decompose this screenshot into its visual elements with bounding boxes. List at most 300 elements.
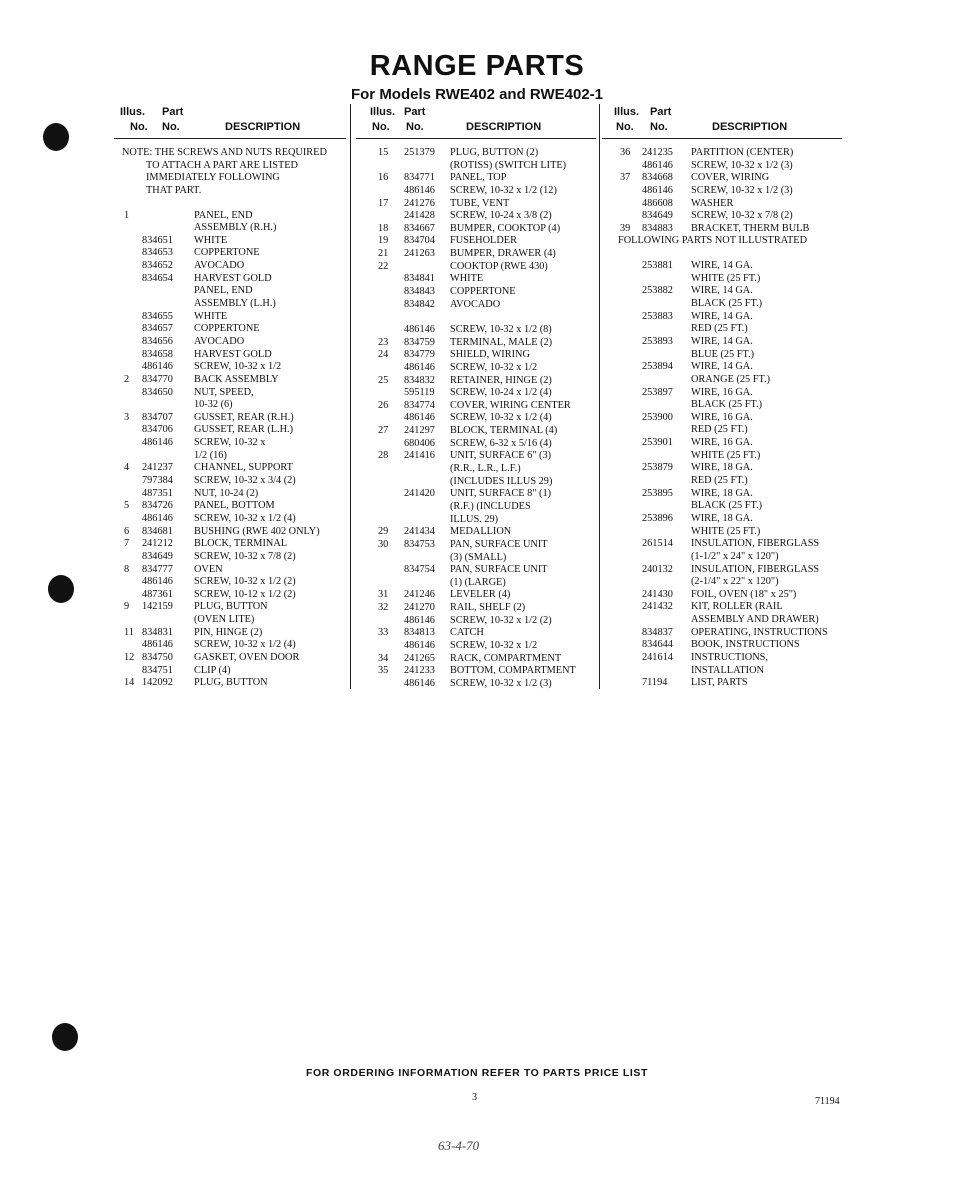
table-row <box>602 627 842 640</box>
part-description: WHITE <box>450 273 484 285</box>
part-description: SCREW, 10-32 x 1/2 (4) <box>450 412 552 424</box>
table-row <box>602 172 842 185</box>
illus-number: 36 <box>620 147 631 158</box>
part-number: 241237 <box>142 462 173 474</box>
part-description: SCREW, 10-24 x 1/2 (4) <box>450 387 552 399</box>
table-row <box>602 185 842 198</box>
table-row <box>602 349 842 362</box>
table-row <box>356 627 596 640</box>
part-description: LEVELER (4) <box>450 589 511 601</box>
part-number: 253883 <box>642 310 673 322</box>
column-header <box>356 104 596 139</box>
part-description: RED (25 FT.) <box>691 323 748 335</box>
illus-number: 27 <box>378 425 389 437</box>
part-description: WHITE (25 FT.) <box>691 272 761 284</box>
table-row <box>114 614 346 627</box>
parts-column-1 <box>114 104 346 690</box>
part-number: 834751 <box>142 664 173 676</box>
part-number: 834837 <box>642 626 673 638</box>
part-description: PANEL, END <box>194 209 253 221</box>
table-row <box>602 147 842 160</box>
table-row <box>356 526 596 539</box>
table-row <box>602 387 842 400</box>
part-number: 486146 <box>404 639 435 651</box>
part-description: CHANNEL, SUPPORT <box>194 462 293 474</box>
part-number: 241297 <box>404 425 435 437</box>
part-description: PAN, SURFACE UNIT <box>450 564 548 576</box>
table-row <box>114 160 346 173</box>
description-header: DESCRIPTION <box>712 121 788 133</box>
part-number: 834668 <box>642 172 673 184</box>
table-row <box>114 424 346 437</box>
part-description: NUT, SPEED, <box>194 386 254 398</box>
part-description: SCREW, 10-32 x 1/2 (4) <box>194 639 296 651</box>
binder-hole <box>48 575 74 603</box>
section-note: FOLLOWING PARTS NOT ILLUSTRATED <box>618 235 808 247</box>
part-description: PARTITION (CENTER) <box>691 147 794 158</box>
table-row <box>114 475 346 488</box>
part-description: PLUG, BUTTON (2) <box>450 147 539 158</box>
part-description: WHITE <box>194 310 228 322</box>
part-description: CATCH <box>450 627 484 639</box>
part-number: 834777 <box>142 563 173 575</box>
illus-number: 30 <box>378 538 389 550</box>
table-row <box>114 513 346 526</box>
illus-number: 23 <box>378 336 389 348</box>
part-description: SCREW, 6-32 x 5/16 (4) <box>450 437 552 449</box>
handwritten-note: 63-4-70 <box>438 1138 480 1153</box>
illus-number: 16 <box>378 172 389 184</box>
illus-number: 29 <box>378 526 389 538</box>
part-number: 834883 <box>642 222 673 234</box>
illus-number: 26 <box>378 399 389 411</box>
table-row <box>356 273 596 286</box>
table-row <box>356 514 596 527</box>
table-row <box>356 299 596 312</box>
illus-number: 1 <box>124 209 130 221</box>
part-description: WIRE, 16 GA. <box>691 386 753 398</box>
part-description: FUSEHOLDER <box>450 235 517 247</box>
part-description: NUT, 10-24 (2) <box>194 487 259 499</box>
part-number: 241420 <box>404 488 435 500</box>
table-row <box>602 323 842 336</box>
table-row <box>356 476 596 489</box>
table-row <box>602 235 842 248</box>
table-row <box>114 551 346 564</box>
table-row <box>114 576 346 589</box>
table-row <box>114 222 346 235</box>
description-header: DESCRIPTION <box>225 121 301 133</box>
column-header <box>602 104 842 139</box>
table-row <box>356 261 596 274</box>
part-description: TERMINAL, MALE (2) <box>450 336 553 348</box>
part-description: SHIELD, WIRING <box>450 349 530 361</box>
part-description: BOTTOM, COMPARTMENT <box>450 665 576 677</box>
part-number: 241434 <box>404 526 435 538</box>
illus-number: 12 <box>124 651 135 663</box>
part-description: BLACK (25 FT.) <box>691 298 763 310</box>
part-description: SCREW, 10-32 x 1/2 (2) <box>450 614 552 626</box>
table-row <box>114 273 346 286</box>
part-description: SCREW, 10-32 x 3/4 (2) <box>194 475 296 487</box>
part-description: ORANGE (25 FT.) <box>691 373 771 385</box>
table-row <box>356 248 596 261</box>
part-number: 241212 <box>142 538 173 550</box>
part-number: 834650 <box>142 386 173 398</box>
part-description: PANEL, TOP <box>450 172 507 184</box>
part-description: (1) (LARGE) <box>450 576 506 588</box>
part-description: BLOCK, TERMINAL <box>194 538 288 550</box>
part-description: WHITE <box>194 234 228 246</box>
table-row <box>114 147 346 160</box>
part-number: 834657 <box>142 323 173 335</box>
illus-number: 24 <box>378 349 389 361</box>
table-row <box>602 160 842 173</box>
part-description: PANEL, END <box>194 285 253 297</box>
part-number: 486146 <box>404 614 435 626</box>
part-number: 261514 <box>642 538 673 550</box>
part-number: 253896 <box>642 512 673 524</box>
part-description: COVER, WIRING CENTER <box>450 399 571 411</box>
table-row <box>602 198 842 211</box>
part-number: 680406 <box>404 437 435 449</box>
table-row <box>356 501 596 514</box>
illus-number: 39 <box>620 222 631 234</box>
illus-number: 4 <box>124 462 130 474</box>
part-number: 253879 <box>642 462 673 474</box>
illus-header: Illus. <box>370 106 396 118</box>
part-description: AVOCADO <box>194 260 245 272</box>
table-row <box>602 437 842 450</box>
part-description: RED (25 FT.) <box>691 424 748 436</box>
illus-number: 6 <box>124 525 130 537</box>
part-number: 595119 <box>404 387 435 399</box>
part-number: 241276 <box>404 197 435 209</box>
table-row <box>602 450 842 463</box>
part-number: 834754 <box>404 564 435 576</box>
part-description: PIN, HINGE (2) <box>194 626 263 638</box>
table-row <box>114 235 346 248</box>
part-description: 1/2 (16) <box>194 449 227 461</box>
part-number: 834704 <box>404 235 435 247</box>
table-row <box>602 374 842 387</box>
table-row <box>114 361 346 374</box>
illus-number: 9 <box>124 601 130 613</box>
table-row <box>114 564 346 577</box>
table-row <box>602 665 842 678</box>
table-row <box>356 463 596 476</box>
part-number: 834667 <box>404 222 435 234</box>
part-number: 253900 <box>642 411 673 423</box>
part-description: SCREW, 10-32 x 7/8 (2) <box>194 550 296 562</box>
illus-number: 3 <box>124 411 130 423</box>
table-row <box>602 500 842 513</box>
part-number: 834843 <box>404 286 435 298</box>
part-description: SCREW, 10-32 x 1/2 (3) <box>450 677 552 689</box>
part-number: 253881 <box>642 260 673 272</box>
binder-hole <box>43 123 69 151</box>
table-row <box>602 589 842 602</box>
part-description: ASSEMBLY (L.H.) <box>194 298 276 310</box>
illus-number: 8 <box>124 563 130 575</box>
part-header: Part <box>162 106 184 118</box>
part-description: GUSSET, REAR (L.H.) <box>194 424 294 436</box>
table-row <box>602 424 842 437</box>
part-description: WIRE, 16 GA. <box>691 437 753 449</box>
part-number: 253882 <box>642 285 673 297</box>
part-number: 486146 <box>404 323 435 335</box>
table-row <box>602 273 842 286</box>
part-description: PLUG, BUTTON <box>194 601 268 613</box>
illus-number: 35 <box>378 665 389 677</box>
table-row <box>602 336 842 349</box>
part-description: SCREW, 10-32 x 7/8 (2) <box>691 210 793 222</box>
part-description: KIT, ROLLER (RAIL <box>691 601 783 613</box>
part-description: BRACKET, THERM BULB <box>691 222 810 234</box>
part-description: HARVEST GOLD <box>194 348 272 360</box>
table-row <box>356 488 596 501</box>
table-row <box>356 324 596 337</box>
part-number: 253893 <box>642 335 673 347</box>
table-row <box>356 539 596 552</box>
part-description: SCREW, 10-32 x 1/2 (12) <box>450 184 557 196</box>
illus-number: 18 <box>378 222 389 234</box>
part-number: 486146 <box>404 412 435 424</box>
part-description: AVOCADO <box>450 298 501 310</box>
no2-header: No. <box>162 121 180 133</box>
table-row <box>356 678 596 691</box>
part-description: (1-1/2" x 24" x 120") <box>691 550 779 562</box>
table-row <box>602 601 842 614</box>
part-description: WIRE, 16 GA. <box>691 411 753 423</box>
part-description: SCREW, 10-32 x 1/2 (4) <box>194 512 296 524</box>
part-description: WASHER <box>691 197 734 209</box>
table-row <box>356 615 596 628</box>
table-row <box>114 500 346 513</box>
part-description: SCREW, 10-32 x 1/2 (8) <box>450 323 552 335</box>
part-number: 834774 <box>404 399 435 411</box>
column-divider <box>350 104 351 689</box>
part-description: WHITE (25 FT.) <box>691 449 761 461</box>
no-header: No. <box>130 121 148 133</box>
part-number: 834771 <box>404 172 435 184</box>
table-row <box>114 399 346 412</box>
table-row <box>602 285 842 298</box>
illus-number: 25 <box>378 374 389 386</box>
part-number: 253894 <box>642 361 673 373</box>
part-description: SCREW, 10-32 x 1/2 <box>194 361 282 373</box>
part-number: 834681 <box>142 525 173 537</box>
table-row <box>114 488 346 501</box>
part-number: 834753 <box>404 538 435 550</box>
part-description: COPPERTONE <box>450 286 516 298</box>
part-description: GASKET, OVEN DOOR <box>194 651 300 663</box>
page-subtitle: For Models RWE402 and RWE402-1 <box>350 86 603 103</box>
table-row <box>356 210 596 223</box>
table-row <box>356 412 596 425</box>
part-number: 240132 <box>642 563 673 575</box>
part-description: WIRE, 14 GA. <box>691 361 753 373</box>
table-row <box>602 576 842 589</box>
part-description: SCREW, 10-32 x 1/2 <box>450 361 538 373</box>
part-description: RETAINER, HINGE (2) <box>450 374 552 386</box>
table-row <box>602 311 842 324</box>
part-description: ASSEMBLY AND DRAWER) <box>691 614 819 626</box>
part-number: 253895 <box>642 487 673 499</box>
illus-header: Illus. <box>614 106 640 118</box>
part-description: WIRE, 18 GA. <box>691 487 753 499</box>
table-row <box>356 198 596 211</box>
table-row <box>114 210 346 223</box>
part-description: BLACK (25 FT.) <box>691 399 763 411</box>
part-number: 797384 <box>142 475 173 487</box>
table-row <box>356 235 596 248</box>
table-row <box>114 652 346 665</box>
part-description: 10-32 (6) <box>194 399 233 411</box>
table-row <box>602 677 842 690</box>
part-description: COPPERTONE <box>194 247 260 259</box>
part-number: 834651 <box>142 234 173 246</box>
part-description: COOKTOP (RWE 430) <box>450 260 548 272</box>
table-row <box>114 437 346 450</box>
part-number: 486608 <box>642 197 673 209</box>
part-number: 486146 <box>642 184 673 196</box>
part-number: 142159 <box>142 601 173 613</box>
part-number: 241430 <box>642 588 673 600</box>
table-row <box>602 538 842 551</box>
part-description: RAIL, SHELF (2) <box>450 602 526 614</box>
part-number: 486146 <box>404 677 435 689</box>
part-number: 71194 <box>642 677 668 689</box>
table-row <box>114 526 346 539</box>
part-number: 487351 <box>142 487 173 499</box>
part-description: (R.R., L.R., L.F.) <box>450 463 521 475</box>
table-row <box>114 665 346 678</box>
table-row <box>114 538 346 551</box>
illus-number: 22 <box>378 260 389 272</box>
part-number: 486146 <box>142 512 173 524</box>
table-row <box>114 172 346 185</box>
no-header: No. <box>372 121 390 133</box>
part-description: RACK, COMPARTMENT <box>450 652 562 664</box>
part-number: 241270 <box>404 602 435 614</box>
part-number: 834656 <box>142 335 173 347</box>
part-number: 253901 <box>642 437 673 449</box>
part-description: UNIT, SURFACE 8" (1) <box>450 488 552 500</box>
table-row <box>114 311 346 324</box>
table-row <box>602 223 842 236</box>
illus-number: 5 <box>124 500 130 512</box>
part-description: BUMPER, DRAWER (4) <box>450 248 556 260</box>
table-row <box>114 677 346 690</box>
part-number: 834653 <box>142 247 173 259</box>
table-row <box>602 462 842 475</box>
table-row <box>602 361 842 374</box>
table-row <box>356 400 596 413</box>
table-row <box>602 513 842 526</box>
parts-column-3 <box>602 104 842 690</box>
part-description: (R.F.) (INCLUDES <box>450 500 531 512</box>
part-description: WIRE, 14 GA. <box>691 335 753 347</box>
part-description: RED (25 FT.) <box>691 475 748 487</box>
part-description: ILLUS. 29) <box>450 513 499 525</box>
part-description: HARVEST GOLD <box>194 272 272 284</box>
table-row <box>356 589 596 602</box>
part-number: 251379 <box>404 147 435 158</box>
part-description: INSULATION, FIBERGLASS <box>691 538 820 550</box>
part-number: 486146 <box>142 639 173 651</box>
part-description: SCREW, 10-32 x <box>194 437 266 449</box>
table-row <box>356 425 596 438</box>
table-row <box>114 462 346 475</box>
table-row <box>356 172 596 185</box>
illus-number: 28 <box>378 450 389 462</box>
table-row <box>356 147 596 160</box>
part-description: WIRE, 14 GA. <box>691 310 753 322</box>
part-number: 834707 <box>142 411 173 423</box>
part-description: MEDALLION <box>450 526 512 538</box>
table-row <box>114 260 346 273</box>
table-row <box>356 349 596 362</box>
part-number: 486146 <box>404 184 435 196</box>
part-number: 834658 <box>142 348 173 360</box>
part-number: 834779 <box>404 349 435 361</box>
illus-number: 34 <box>378 652 389 664</box>
part-number: 142092 <box>142 677 173 689</box>
table-row <box>114 412 346 425</box>
part-description: UNIT, SURFACE 6" (3) <box>450 450 552 462</box>
table-row <box>602 475 842 488</box>
table-row <box>602 652 842 665</box>
illus-number: 15 <box>378 147 389 158</box>
table-row <box>356 640 596 653</box>
table-row <box>114 349 346 362</box>
part-description: TUBE, VENT <box>450 197 510 209</box>
part-description: (3) (SMALL) <box>450 551 507 563</box>
table-row <box>602 210 842 223</box>
table-row <box>356 653 596 666</box>
table-row <box>114 298 346 311</box>
part-description: BACK ASSEMBLY <box>194 373 279 385</box>
table-row <box>114 601 346 614</box>
part-description: FOIL, OVEN (18" x 25") <box>691 588 797 600</box>
table-row <box>602 260 842 273</box>
page-title: RANGE PARTS <box>369 50 585 82</box>
part-description: PAN, SURFACE UNIT <box>450 538 548 550</box>
part-description: SCREW, 10-32 x 1/2 <box>450 639 538 651</box>
note-text: IMMEDIATELY FOLLOWING <box>146 172 280 184</box>
part-number: 834706 <box>142 424 173 436</box>
part-description: ASSEMBLY (R.H.) <box>194 222 277 234</box>
illus-number: 17 <box>378 197 389 209</box>
part-description: CLIP (4) <box>194 664 231 676</box>
part-number: 241263 <box>404 248 435 260</box>
illus-number: 37 <box>620 172 631 184</box>
table-row <box>602 412 842 425</box>
document-number: 71194 <box>815 1096 840 1107</box>
table-row <box>114 450 346 463</box>
part-description: (2-1/4" x 22" x 120") <box>691 576 779 588</box>
part-description: OPERATING, INSTRUCTIONS <box>691 626 828 638</box>
part-description: BLACK (25 FT.) <box>691 500 763 512</box>
part-description: OVEN <box>194 563 223 575</box>
part-description: INSULATION, FIBERGLASS <box>691 563 820 575</box>
table-row <box>114 247 346 260</box>
column-divider <box>599 104 600 689</box>
table-row <box>356 337 596 350</box>
part-description: WIRE, 14 GA. <box>691 285 753 297</box>
illus-number: 33 <box>378 627 389 639</box>
